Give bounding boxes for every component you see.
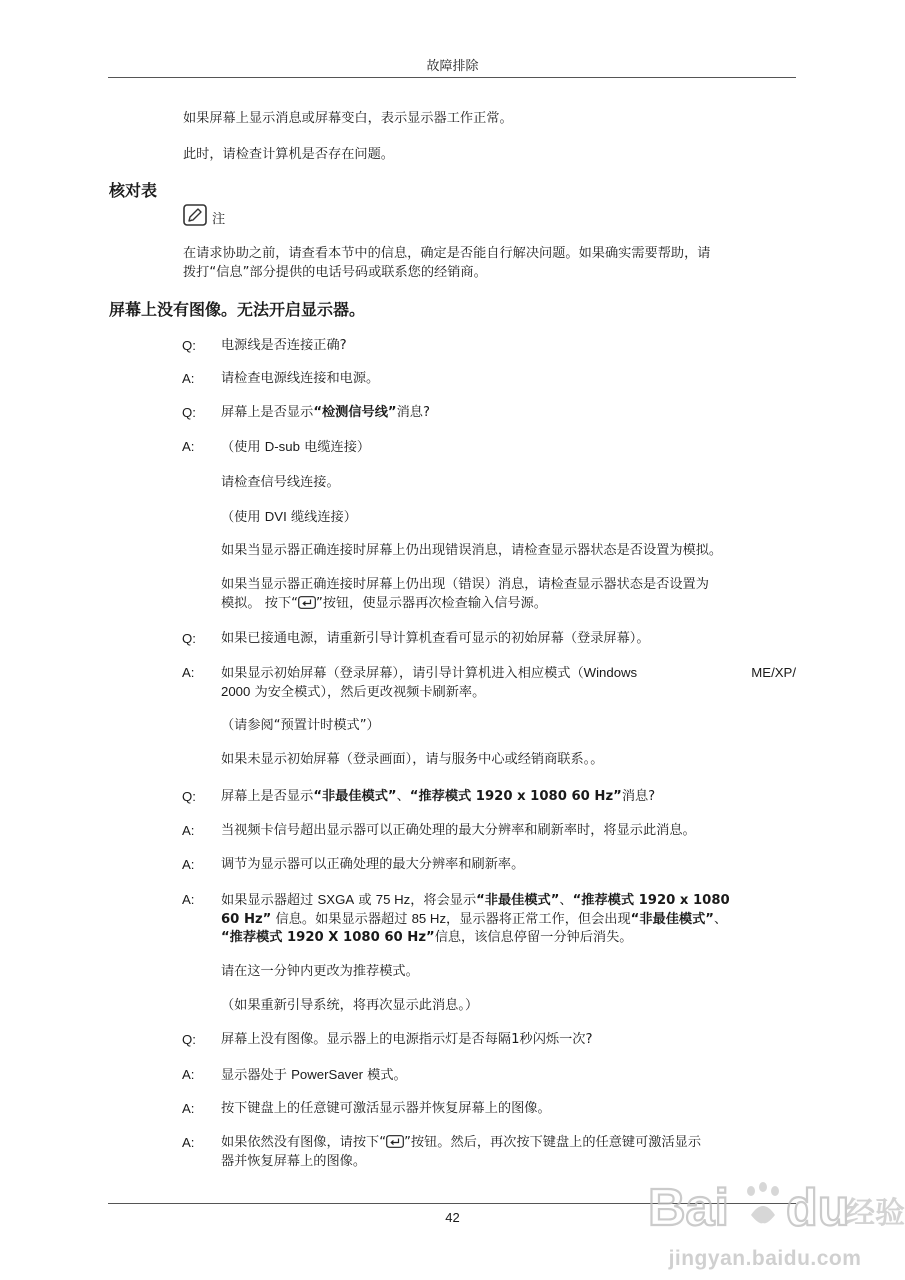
answer-6-hz: 75 Hz (375, 892, 411, 907)
a-label: A: (182, 823, 195, 838)
answer-8: 按下键盘上的任意键可激活显示器并恢复屏幕上的图像。 (221, 1101, 551, 1116)
answer-6-l2-hz: 85 Hz (411, 911, 447, 926)
answer-6-l2-bold: 60 Hz” (221, 912, 272, 927)
answer-2-latin: D-sub (264, 439, 300, 454)
question-2-end: 消息? (396, 405, 430, 420)
answer-9-text: 如果依然没有图像，请按下“ (221, 1135, 387, 1150)
answer-6-l2-text: 信息。如果显示器超过 (271, 912, 412, 927)
question-4-bold-2: “推荐模式 1920 x 1080 60 Hz” (409, 789, 622, 804)
answer-9-line-2: 器并恢复屏幕上的图像。 (221, 1154, 367, 1169)
page-number: 42 (445, 1210, 460, 1225)
answer-6-l3-text: 信息，该信息停留一分钟后消失。 (434, 930, 633, 945)
header-rule (108, 77, 796, 78)
answer-2-line-4: 如果当显示器正确连接时屏幕上仍出现错误消息，请检查显示器状态是否设置为模拟。 (221, 543, 723, 558)
answer-3-l2-text: 为安全模式），然后更改视频卡刷新率。 (250, 685, 486, 700)
a-label: A: (182, 892, 195, 907)
answer-6-l3-bold: “推荐模式 1920 X 1080 60 Hz” (221, 930, 435, 945)
note-pencil-icon (183, 204, 207, 226)
enter-key-icon (298, 596, 316, 609)
q-label: Q: (182, 338, 196, 353)
question-5: 屏幕上没有图像。显示器上的电源指示灯是否每隔1秒闪烁一次? (221, 1032, 593, 1047)
answer-3-text: 如果显示初始屏幕（登录屏幕），请引导计算机进入相应模式（ (221, 666, 584, 681)
a-label: A: (182, 1067, 195, 1082)
answer-3-windows: Windows (583, 665, 638, 680)
answer-3-line-2 (221, 682, 796, 702)
question-3: 如果已接通电源，请重新引导计算机查看可显示的初始屏幕（登录屏幕）。 (221, 631, 650, 646)
question-2 (221, 403, 796, 422)
answer-1: 请检查电源线连接和电源。 (221, 371, 380, 386)
answer-3-versions: ME/XP/ (751, 665, 796, 680)
answer-6-l2-sep: 、 (713, 912, 728, 927)
baidu-logo-icon (640, 1163, 905, 1247)
answer-2-line-6 (221, 594, 796, 613)
answer-6-line-2 (221, 909, 796, 929)
a-label: A: (182, 665, 195, 680)
svg-text:Bai: Bai (648, 1179, 729, 1237)
question-2-bold: “检测信号线” (313, 405, 397, 420)
answer-3-year: 2000 (221, 684, 251, 699)
answer-2-line-2: 请检查信号线连接。 (221, 475, 340, 490)
header-title: 故障排除 (426, 59, 479, 74)
answer-6-bold-2: “推荐模式 1920 x 1080 (572, 893, 730, 908)
intro-line-1: 如果屏幕上显示消息或屏幕变白，表示显示器工作正常。 (183, 111, 513, 126)
question-4-end: 消息? (621, 789, 656, 804)
answer-4: 当视频卡信号超出显示器可以正确处理的最大分辨率和刷新率时，将显示此消息。 (221, 823, 696, 838)
answer-9-end: ”按钮。然后，再次按下键盘上的任意键可激活显示 (404, 1135, 702, 1150)
a-label: A: (182, 1135, 195, 1150)
answer-6-line-3 (221, 928, 796, 947)
a-label: A: (182, 1101, 195, 1116)
question-4-sep: 、 (396, 789, 410, 804)
question-2-text: 屏幕上是否显示 (221, 405, 314, 420)
answer-6-l2-bold-2: “非最佳模式” (630, 912, 714, 927)
baidu-jingyan-watermark (640, 1163, 905, 1275)
answer-6-text-c: 或 (354, 893, 376, 908)
answer-6-line-4: 请在这一分钟内更改为推荐模式。 (221, 964, 419, 979)
answer-2-l6-text: 模拟。 按下“ (221, 596, 298, 611)
answer-3-line-1 (221, 663, 796, 683)
checklist-heading: 核对表 (109, 181, 158, 200)
q-label: Q: (182, 789, 196, 804)
answer-9-line-1 (221, 1133, 796, 1152)
answer-6-text-a: 如果显示器超过 (221, 893, 318, 908)
answer-2-l6-end: ”按钮，使显示器再次检查输入信号源。 (315, 596, 547, 611)
answer-2-l3-end: 缆线连接） (286, 510, 357, 525)
answer-6-sep: 、 (559, 893, 573, 908)
answer-7-powersaver: PowerSaver (291, 1067, 363, 1082)
answer-6-sxga: SXGA (317, 892, 355, 907)
answer-6-line-5: （如果重新引导系统，将再次显示此消息。） (221, 998, 479, 1013)
q-label: Q: (182, 1032, 196, 1047)
question-4 (221, 787, 796, 806)
q-label: Q: (182, 631, 196, 646)
watermark-url: jingyan.baidu.com (668, 1247, 862, 1270)
a-label: A: (182, 857, 195, 872)
answer-7-text: 显示器处于 (221, 1068, 292, 1083)
a-label: A: (182, 371, 195, 386)
section-heading: 屏幕上没有图像。无法开启显示器。 (109, 300, 366, 319)
answer-6-line-1 (221, 890, 796, 910)
svg-text:du: du (786, 1179, 850, 1237)
answer-3-line-4: 如果未显示初始屏幕（登录画面），请与服务中心或经销商联系。。 (221, 752, 604, 767)
answer-7 (221, 1065, 796, 1085)
svg-text:经验: 经验 (845, 1196, 905, 1231)
question-4-bold-1: “非最佳模式” (313, 789, 397, 804)
answer-2-l3-text: （使用 (221, 510, 265, 525)
answer-2-line-1 (221, 437, 796, 457)
answer-2-text-end: 电缆连接） (299, 440, 371, 455)
note-line-1: 在请求协助之前，请查看本节中的信息，确定是否能自行解决问题。如果确实需要帮助，请 (183, 246, 711, 261)
answer-6-text-e: ，将会显示 (410, 893, 477, 908)
answer-6-bold-1: “非最佳模式” (476, 893, 560, 908)
enter-key-icon (386, 1135, 404, 1148)
answer-2-line-3 (221, 507, 796, 527)
answer-7-end: 模式。 (362, 1068, 407, 1083)
note-line-2: 拨打“信息”部分提供的电话号码或联系您的经销商。 (183, 265, 487, 280)
answer-3-line-3: （请参阅“预置计时模式”） (221, 718, 380, 733)
answer-2-l3-latin: DVI (264, 509, 287, 524)
q-label: Q: (182, 405, 196, 420)
intro-line-2: 此时，请检查计算机是否存在问题。 (183, 147, 394, 162)
question-4-text: 屏幕上是否显示 (221, 789, 314, 804)
a-label: A: (182, 439, 195, 454)
question-1: 电源线是否连接正确? (221, 338, 347, 353)
answer-2-text: （使用 (221, 440, 265, 455)
note-label: 注 (212, 212, 226, 227)
answer-2-line-5: 如果当显示器正确连接时屏幕上仍出现（错误）消息，请检查显示器状态是否设置为 (221, 577, 709, 592)
answer-5: 调节为显示器可以正确处理的最大分辨率和刷新率。 (221, 857, 525, 872)
answer-6-l2-text-d: ，显示器将正常工作，但会出现 (446, 912, 631, 927)
